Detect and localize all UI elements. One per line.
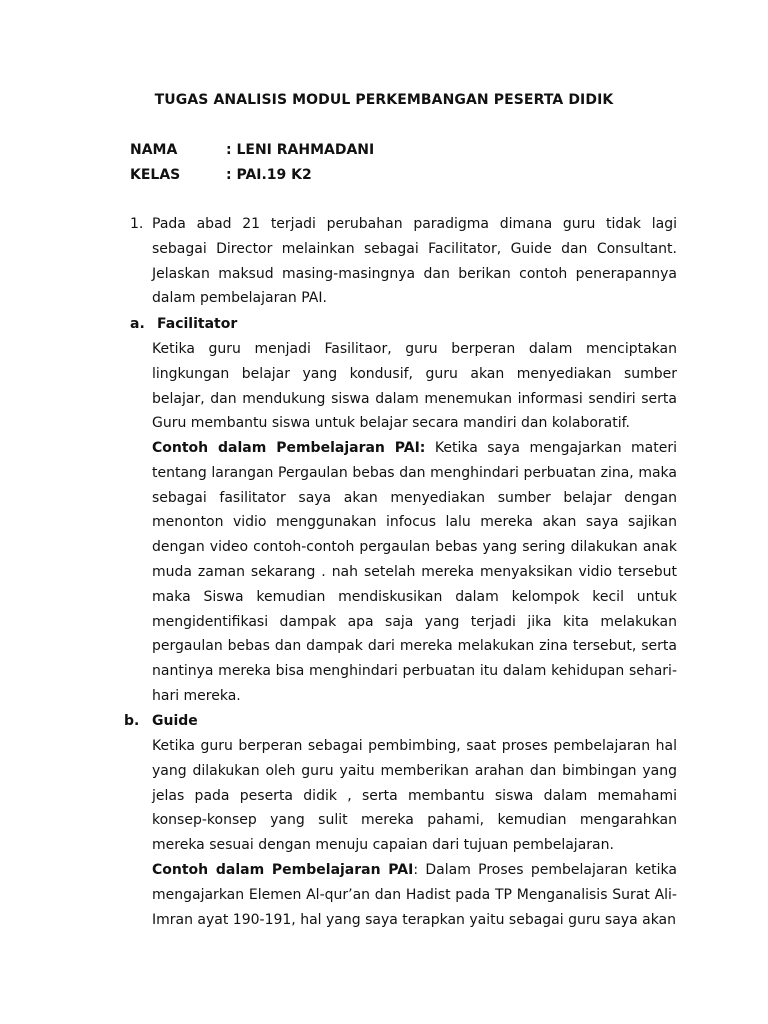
section-a-paragraph: Ketika guru menjadi Fasilitaor, guru berperan dalam menciptakan lingkungan belajar yang kondusif, guru akan menyediakan sumber belajar, dan mendukung siswa dalam menemukan informasi sendiri serta Guru membantu siswa untuk belajar secara mandiri dan kolaboratif. (152, 341, 677, 432)
section-a-heading: Facilitator (157, 316, 238, 332)
student-class-row (130, 167, 312, 183)
name-label: NAMA (130, 142, 178, 158)
class-label: KELAS (130, 167, 181, 183)
section-b-marker: b. (124, 713, 140, 729)
section-a-example (152, 436, 677, 709)
section-b-heading: Guide (152, 713, 198, 729)
section-a-example-text: Ketika saya mengajarkan materi tentang larangan Pergaulan bebas dan menghindari perbuatan zina, maka sebagai fasilitator saya akan menyediakan sumber belajar dengan menonton vidio menggunakan infocus lalu mereka akan saya sajikan dengan video contoh-contoh pergaulan bebas yang sering dilakukan anak muda zaman sekarang . nah setelah mereka menyaksikan vidio tersebut maka Siswa kemudian mendiskusikan dalam kelompok kecil untuk mengidentifikasi dampak apa saja yang terjadi jika kita melakukan pergaulan bebas dan dampak dari mereka melakukan zina tersebut, serta nantinya mereka bisa menghindari perbuatan itu dalam kehidupan sehari-hari mereka. (152, 440, 678, 704)
section-b-example (152, 858, 677, 932)
name-value: : LENI RAHMADANI (226, 142, 375, 158)
section-b-example-text: : Dalam Proses pembelajaran ketika mengajarkan Elemen Al-qur’an dan Hadist pada TP Menganalisis Surat Ali-Imran ayat 190-191, hal yang saya terapkan yaitu sebagai guru saya akan (152, 862, 677, 928)
question-number: 1. (130, 216, 144, 232)
section-b-paragraph: Ketika guru berperan sebagai pembimbing, saat proses pembelajaran hal yang dilakukan oleh guru yaitu memberikan arahan dan bimbingan yang jelas pada peserta didik , serta membantu siswa dalam memahami konsep-konsep yang sulit mereka pahami, kemudian mengarahkan mereka sesuai dengan menuju capaian dari tujuan pembelajaran. (152, 738, 677, 854)
class-value: : PAI.19 K2 (226, 167, 312, 183)
section-a-example-label: Contoh dalam Pembelajaran PAI: (152, 440, 426, 456)
section-a-marker: a. (130, 316, 145, 332)
question-text: Pada abad 21 terjadi perubahan paradigma dimana guru tidak lagi sebagai Director melainkan sebagai Facilitator, Guide dan Consultant. Jelaskan maksud masing-masingnya dan berikan contoh penerapannya dalam pembelajaran PAI. (152, 216, 677, 307)
section-b-example-label: Contoh dalam Pembelajaran PAI (152, 862, 414, 878)
document-title: TUGAS ANALISIS MODUL PERKEMBANGAN PESERTA DIDIK (154, 92, 614, 108)
student-name-row (130, 142, 374, 158)
